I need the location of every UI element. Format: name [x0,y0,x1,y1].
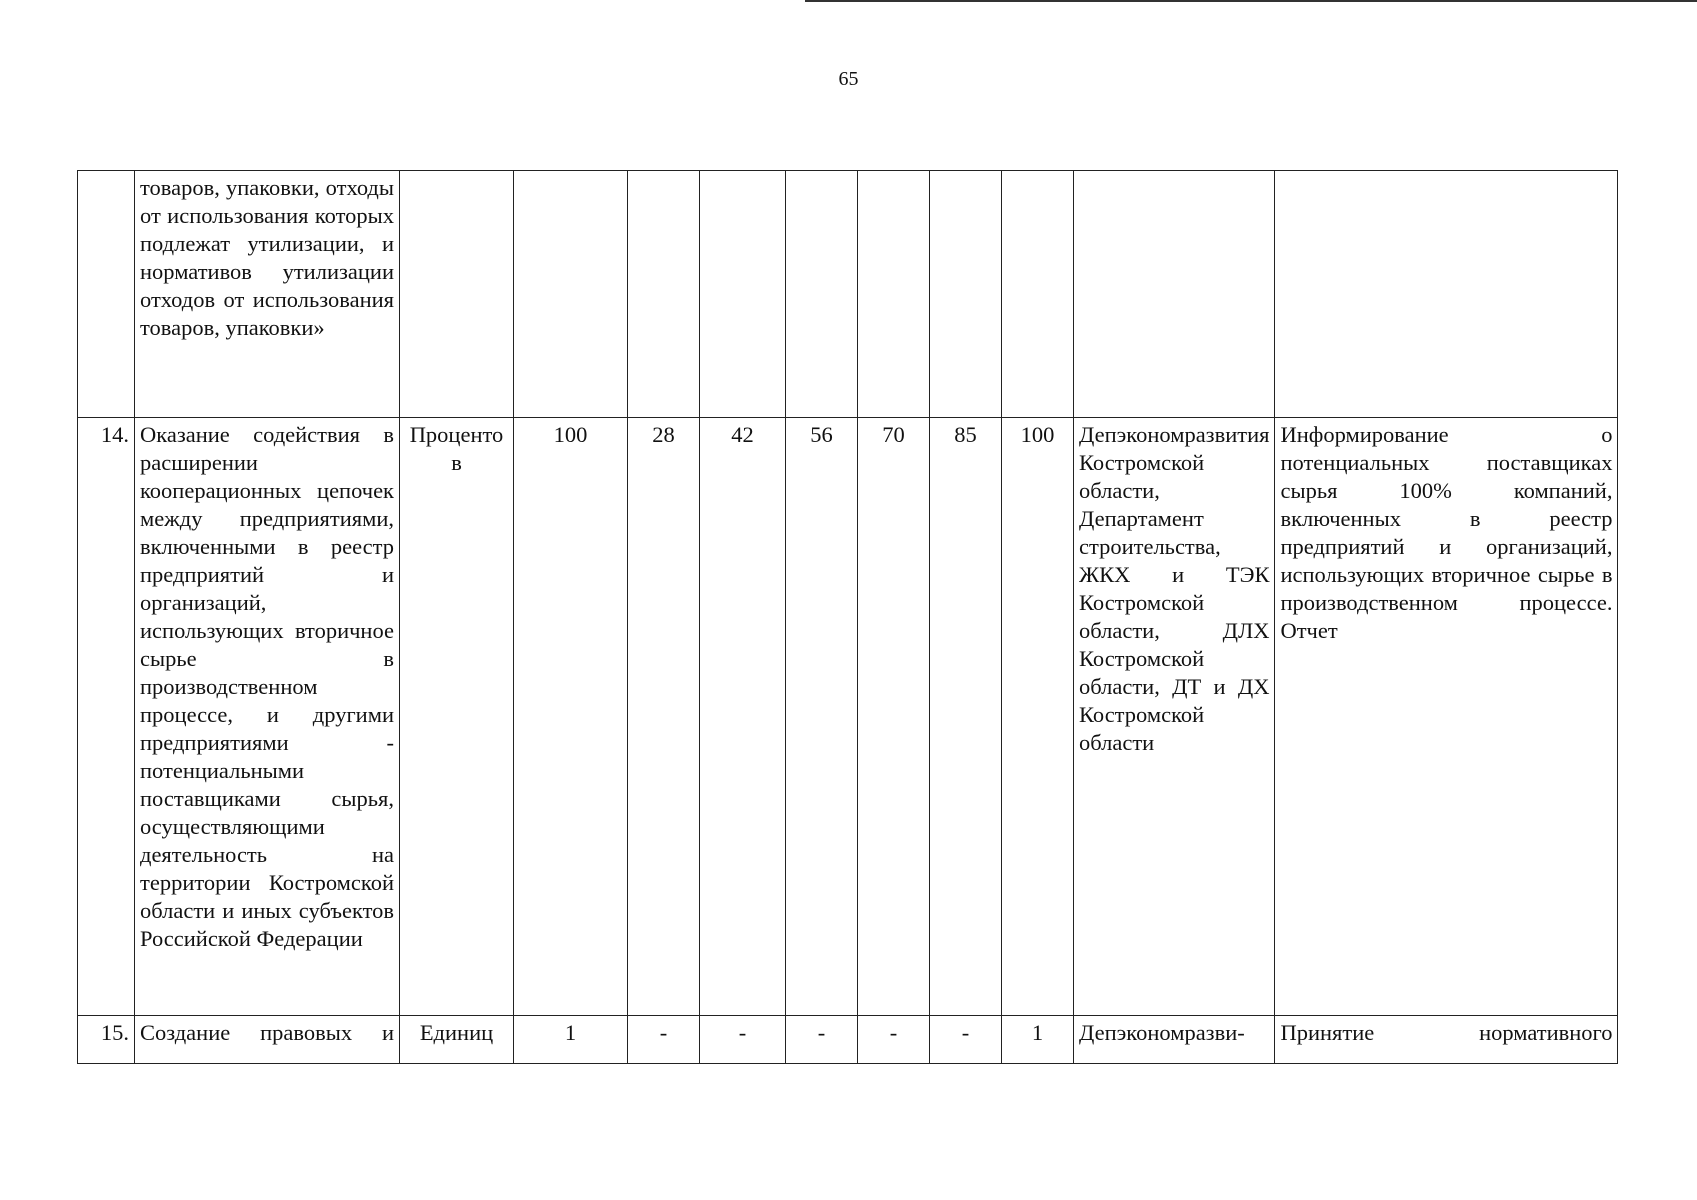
program-table [77,170,1618,1064]
table-row [78,418,1618,1016]
value-cell [514,171,628,418]
value-cell: 85 [930,418,1002,1016]
value-cell [1002,171,1074,418]
responsible-cell: Депэкономразви- [1074,1016,1275,1064]
value-cell: 1 [1002,1016,1074,1064]
index-cell: 15. [78,1016,135,1064]
value-cell: - [930,1016,1002,1064]
value-cell: - [786,1016,858,1064]
description-cell: товаров, упаковки, отходы от использования которых подлежат утилизации, и нормативов утилизации отходов от использования товаров, упаковки» [135,171,400,418]
responsible-cell [1074,171,1275,418]
unit-cell [400,171,514,418]
description-cell: Создание правовых и [135,1016,400,1064]
value-cell: 100 [514,418,628,1016]
value-cell: 42 [700,418,786,1016]
value-cell: - [700,1016,786,1064]
page-number: 65 [838,68,859,90]
value-cell: 56 [786,418,858,1016]
index-cell [78,171,135,418]
responsible-cell: Депэкономразвития Костромской области, Департамент строительства, ЖКХ и ТЭК Костромской области, ДЛХ Костромской области, ДТ и ДХ Костромской области [1074,418,1275,1016]
value-cell: - [628,1016,700,1064]
index-cell: 14. [78,418,135,1016]
value-cell [930,171,1002,418]
value-cell: - [858,1016,930,1064]
result-cell: Принятие нормативного [1275,1016,1618,1064]
table-row [78,1016,1618,1064]
unit-cell: Процентов [400,418,514,1016]
description-cell: Оказание содействия в расширении кооперационных цепочек между предприятиями, включенными в реестр предприятий и организаций, использующих вторичное сырье в производственном процессе, и другими предприятиями - потенциальными поставщиками сырья, осуществляющими деятельность на территории Костромской области и иных субъектов Российской Федерации [135,418,400,1016]
result-cell: Информирование о потенциальных поставщиках сырья 100% компаний, включенных в реестр предприятий и организаций, использующих вторичное сырье в производственном процессе. Отчет [1275,418,1618,1016]
value-cell: 70 [858,418,930,1016]
result-cell [1275,171,1618,418]
top-rule [805,0,1697,2]
value-cell: 1 [514,1016,628,1064]
value-cell: 100 [1002,418,1074,1016]
unit-cell: Единиц [400,1016,514,1064]
value-cell [786,171,858,418]
table-row [78,171,1618,418]
value-cell [858,171,930,418]
value-cell: 28 [628,418,700,1016]
value-cell [700,171,786,418]
value-cell [628,171,700,418]
